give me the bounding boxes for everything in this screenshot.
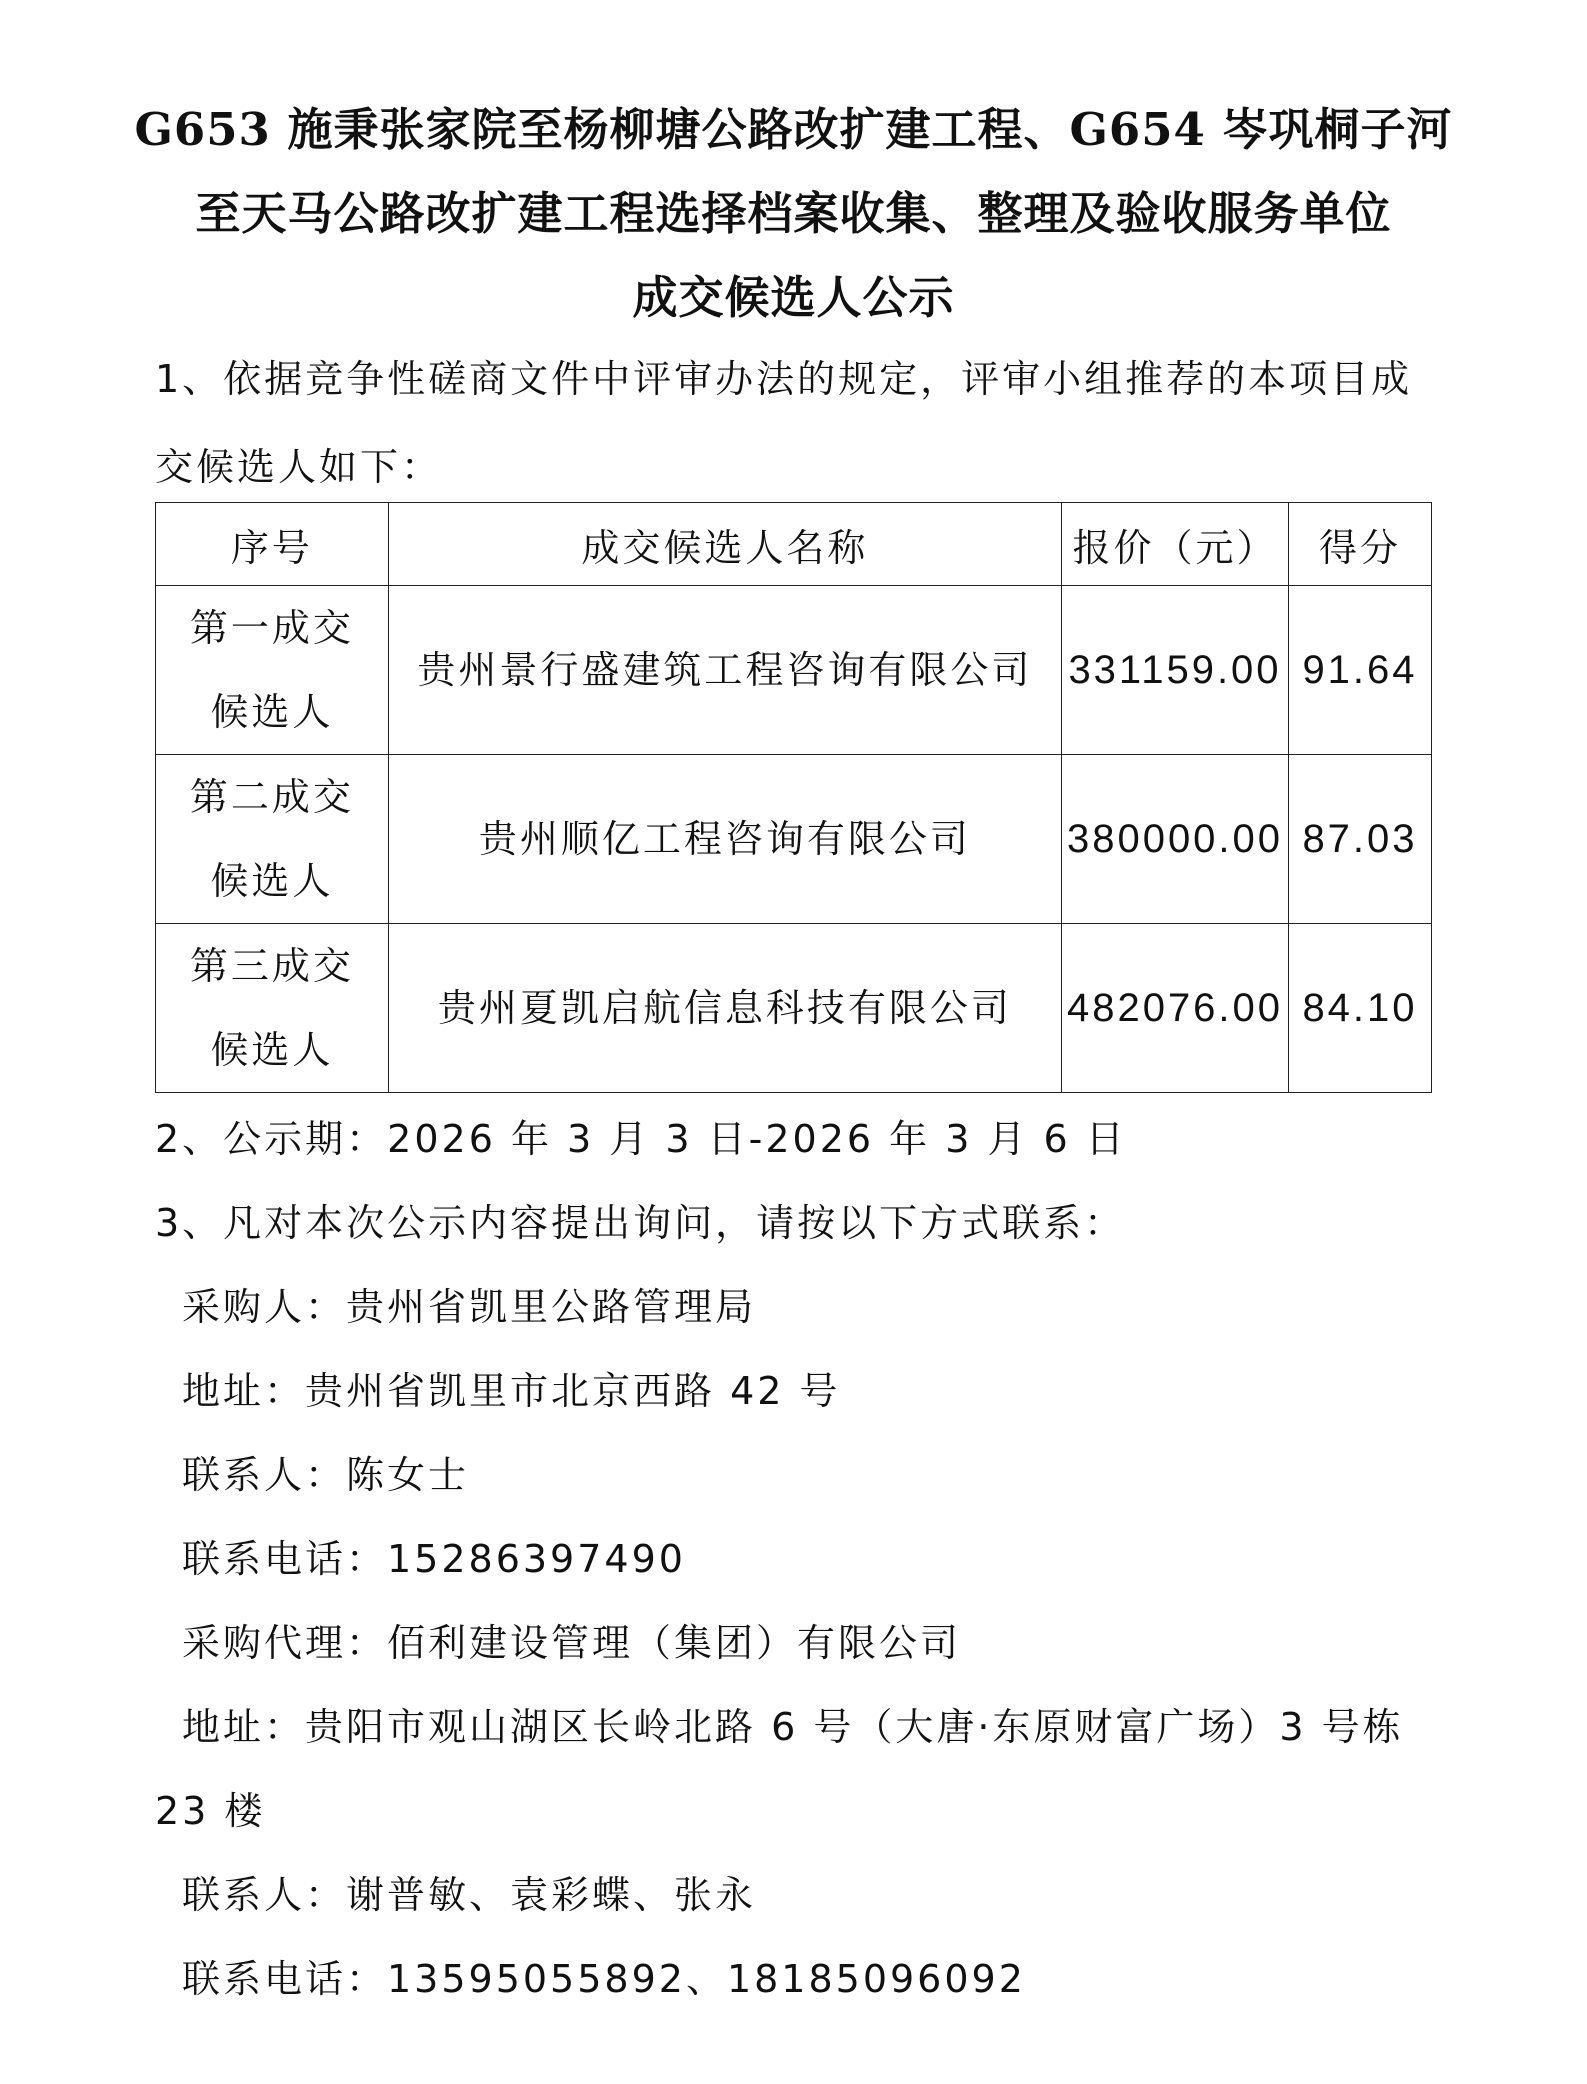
agent-address-line-2: 23 楼 (155, 1789, 266, 1833)
agent-phone: 联系电话：13595055892、18185096092 (182, 1957, 1026, 2001)
price-cell: 380000.00 (1062, 755, 1289, 924)
agent: 采购代理：佰利建设管理（集团）有限公司 (182, 1621, 962, 1665)
agent-address-line-1: 地址：贵阳市观山湖区长岭北路 6 号（大唐·东原财富广场）3 号栋 (182, 1705, 1404, 1749)
contact-intro: 3、凡对本次公示内容提出询问，请按以下方式联系： (155, 1201, 1126, 1245)
purchaser-phone: 联系电话：15286397490 (182, 1537, 686, 1581)
rank-line-2: 候选人 (210, 1028, 334, 1072)
rank-cell (156, 924, 389, 1093)
rank-line-1: 第三成交 (189, 944, 354, 988)
title-line-3: 成交候选人公示 (632, 271, 955, 324)
score-cell: 87.03 (1289, 755, 1432, 924)
price-cell: 482076.00 (1062, 924, 1289, 1093)
title-line-1: G653 施秉张家院至杨柳塘公路改扩建工程、G654 岑巩桐子河 (134, 103, 1453, 156)
score-cell: 91.64 (1289, 586, 1432, 755)
score-cell: 84.10 (1289, 924, 1432, 1093)
agent-contact: 联系人：谢普敏、袁彩蝶、张永 (182, 1873, 757, 1917)
rank-line-1: 第二成交 (189, 775, 354, 819)
header-rank: 序号 (156, 503, 389, 586)
purchaser-contact: 联系人：陈女士 (182, 1453, 470, 1497)
publicity-period: 2、公示期：2026 年 3 月 3 日-2026 年 3 月 6 日 (155, 1117, 1127, 1161)
notice-title (120, 88, 1467, 340)
price-cell: 331159.00 (1062, 586, 1289, 755)
section1-line-1: 1、依据竞争性磋商文件中评审办法的规定，评审小组推荐的本项目成 (155, 357, 1413, 401)
rank-cell (156, 755, 389, 924)
table-row (156, 924, 1432, 1093)
candidate-name: 贵州顺亿工程咨询有限公司 (388, 755, 1061, 924)
header-price: 报价（元） (1062, 503, 1289, 586)
title-line-2: 至天马公路改扩建工程选择档案收集、整理及验收服务单位 (195, 187, 1392, 240)
candidate-name: 贵州夏凯启航信息科技有限公司 (388, 924, 1061, 1093)
section1-line-2: 交候选人如下： (155, 445, 443, 489)
rank-line-2: 候选人 (210, 690, 334, 734)
table-row (156, 586, 1432, 755)
purchaser: 采购人：贵州省凯里公路管理局 (182, 1285, 757, 1329)
table-row (156, 755, 1432, 924)
rank-line-1: 第一成交 (189, 606, 354, 650)
rank-cell (156, 586, 389, 755)
candidate-name: 贵州景行盛建筑工程咨询有限公司 (388, 586, 1061, 755)
candidate-table (155, 502, 1432, 1093)
rank-line-2: 候选人 (210, 859, 334, 903)
header-score: 得分 (1289, 503, 1432, 586)
header-name: 成交候选人名称 (388, 503, 1061, 586)
purchaser-address: 地址：贵州省凯里市北京西路 42 号 (182, 1369, 841, 1413)
table-header-row (156, 503, 1432, 586)
